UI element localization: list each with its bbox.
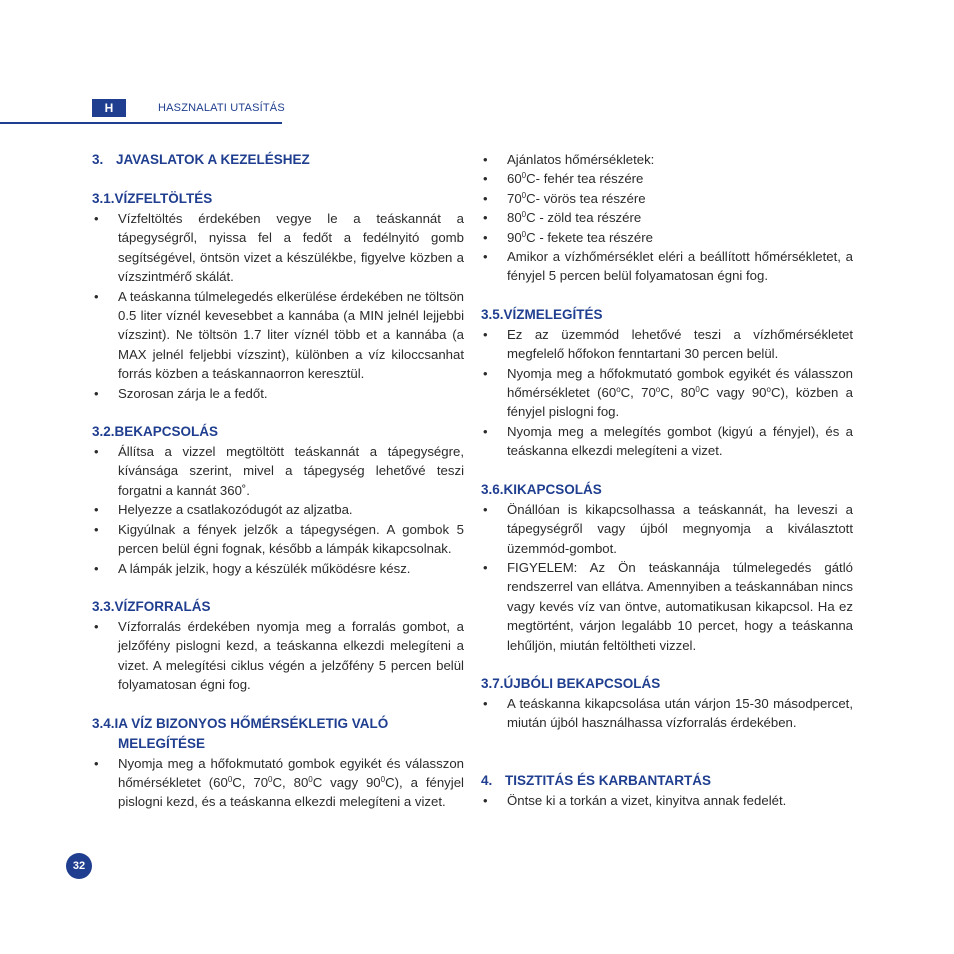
list-item: • $70^0C-$ vörös tea részére <box>481 189 853 208</box>
list-item: • Állítsa a vizzel megtöltött teáskannát a tápegységre, kívánsága szerint, mivel a tápegység lehetővé teszi forgatni a kannát 360˚. <box>92 442 464 500</box>
list-item: • $80^0C$ - zöld tea részére <box>481 208 853 227</box>
list-item: • Kigyúlnak a fények jelzők a tápegységen. A gombok 5 percen belül égni fognak, később a lámpák kikapcsolnak. <box>92 520 464 559</box>
list-item: • Öntse ki a torkán a vizet, kinyitva annak fedelét. <box>481 791 853 810</box>
section-3-1-list <box>92 209 464 403</box>
section-3-2-list <box>92 442 464 578</box>
list-item: • Ajánlatos hőmérsékletek: <box>481 150 853 169</box>
section-3-4-list <box>92 754 464 812</box>
list-item: • FIGYELEM: Az Ön teáskannája túlmelegedés gátló rendszerrel van ellátva. Amennyiben a teáskannában nincs vagy kevés víz van öntve, automatikusan kikapcsol. Ha ez megtörtént, várjon legalább 10 percet, hogy a teáskanna lehűljön, miután feltöltheti vizzel. <box>481 558 853 655</box>
list-item: • Helyezze a csatlakozódugót az aljzatba. <box>92 500 464 519</box>
left-column <box>92 150 464 812</box>
header-rule <box>0 122 282 124</box>
section-3-6-list <box>481 500 853 655</box>
section-3-5-list <box>481 325 853 461</box>
list-item: • Vízfeltöltés érdekében vegye le a teáskannát a tápegységről, nyissa fel a fedőt a fedélnyitó gomb segítségével, öntsön vizet a készülékbe, figyelve közben a vízszintmérő skálát. <box>92 209 464 287</box>
list-item: • Vízforralás érdekében nyomja meg a forralás gombot, a jelzőfény pislogni kezd, a teáskanna elkezdi melegíteni a vizet. A melegítési ciklus végén a jelzőfény 5 percen belül folyamatosan égni fog. <box>92 617 464 695</box>
list-item: • $60^0C-$ fehér tea részére <box>481 169 853 188</box>
temperature-list <box>481 150 853 286</box>
list-item: • Amikor a vízhőmérséklet eléri a beállított hőmérsékletet, a fényjel 5 percen belül folyamatosan égni fog. <box>481 247 853 286</box>
section-3-5-heading: 3.5.VÍZMELEGÍTÉS <box>481 306 603 322</box>
list-item: • Önállóan is kikapcsolhassa a teáskannát, ha leveszi a tápegységről vagy újból megnyomja a kiválasztott üzemmód-gombot. <box>481 500 853 558</box>
section-3-7-list <box>481 694 853 733</box>
section-3-4-heading: 3.4.IA VÍZ BIZONYOS HŐMÉRSÉKLETIG VALÓ MELEGÍTÉSE <box>92 715 389 751</box>
section-4-heading: 4. TISZTITÁS ÉS KARBANTARTÁS <box>481 772 711 788</box>
section-3-2-heading: 3.2.BEKAPCSOLÁS <box>92 424 219 440</box>
section-3-3-heading: 3.3.VÍZFORRALÁS <box>92 598 211 614</box>
list-item: • Nyomja meg a hőfokmutató gombok egyikét és válasszon hőmérsékletet ($60^0C$, $70^0C$, $80^0C$ vagy $90^0C$), a fényjel pislogni kezd, és a teáskanna elkezdi melegíteni a vizet. <box>92 754 464 812</box>
header-title: HASZNALATI UTASÍTÁS <box>158 102 285 114</box>
list-item: • A teáskanna kikapcsolása után várjon 15-30 másodpercet, miután újból használhassa vízforralás érdekében. <box>481 694 853 733</box>
list-item: • Nyomja meg a melegítés gombot (kigyú a fényjel), és a teáskanna elkezdi melegíteni a vizet. <box>481 422 853 461</box>
list-item: • A lámpák jelzik, hogy a készülék működésre kész. <box>92 559 464 578</box>
page-number: 32 <box>66 853 92 879</box>
section-3-6-heading: 3.6.KIKAPCSOLÁS <box>481 481 602 497</box>
list-item: • Szorosan zárja le a fedőt. <box>92 384 464 403</box>
section-3-7-heading: 3.7.ÚJBÓLI BEKAPCSOLÁS <box>481 675 661 691</box>
section-3-1-heading: 3.1.VÍZFELTÖLTÉS <box>92 191 213 206</box>
section-3-heading: 3. JAVASLATOK A KEZELÉSHEZ <box>92 152 310 167</box>
section-3-3-list <box>92 617 464 695</box>
list-item: • $90^0C$ - fekete tea részére <box>481 228 853 247</box>
language-badge: H <box>92 99 126 117</box>
section-4-list <box>481 791 853 810</box>
list-item: • Nyomja meg a hőfokmutató gombok egyikét és válasszon hőmérsékletet (60$^o$C, 70$^o$C, $80^0C$ vagy 90$^o$C), közben a fényjel pislogni fog. <box>481 364 853 422</box>
list-item: • Ez az üzemmód lehetővé teszi a vízhőmérsékletet megfelelő hőfokon fenntartani 30 percen belül. <box>481 325 853 364</box>
right-column <box>481 150 853 810</box>
list-item: • A teáskanna túlmelegedés elkerülése érdekében ne töltsön 0.5 liter víznél kevesebbet a kannába (a MIN jelnél lejjebbi vízszint). Ne töltsön 1.7 liter víznél több et a kannába (a MAX jelnél feljebbi vízszint), különben a víz kiloccsanhat forrás közben a teáskannaorron keresztül. <box>92 287 464 384</box>
